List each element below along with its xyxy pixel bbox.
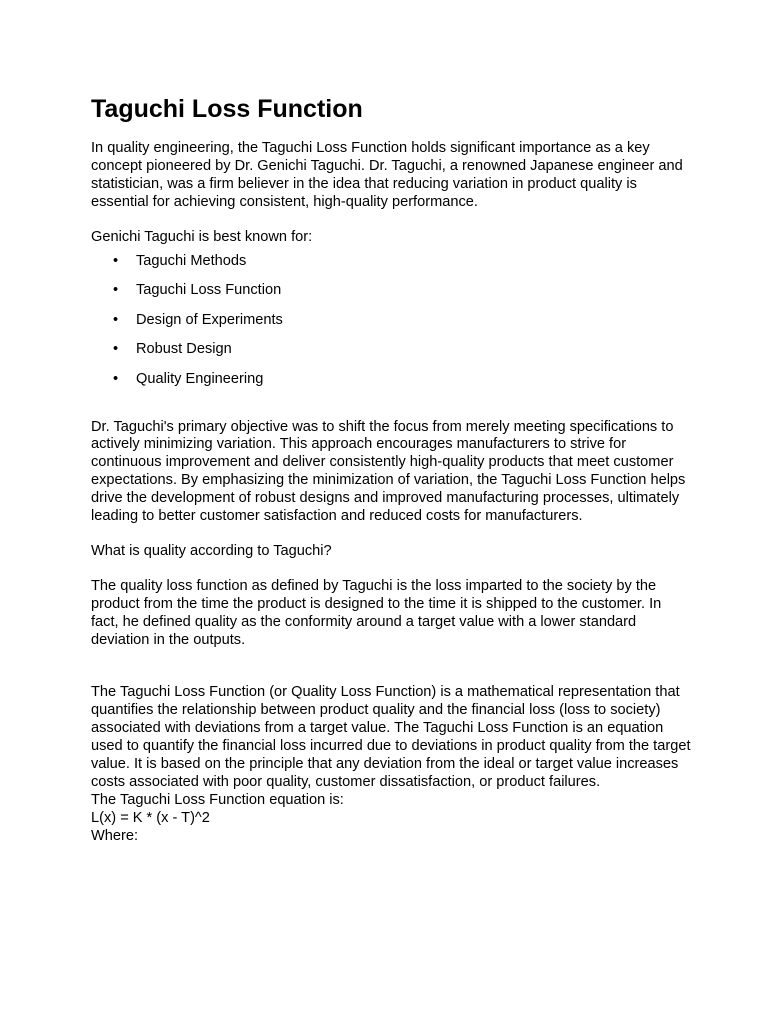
bullet-icon: • [113, 311, 119, 328]
document-page [91, 92, 691, 846]
list-item-text: Design of Experiments [136, 311, 283, 328]
list-item-text: Robust Design [136, 341, 232, 358]
known-for-list [91, 253, 691, 401]
list-item [91, 253, 691, 283]
list-item [91, 282, 691, 312]
known-for-heading: Genichi Taguchi is best known for: [91, 228, 313, 245]
quality-question: What is quality according to Taguchi? [91, 542, 332, 559]
where-label: Where: [91, 827, 139, 844]
equation-intro: The Taguchi Loss Function equation is: [91, 791, 344, 808]
bullet-icon: • [113, 282, 119, 299]
list-item-text: Taguchi Loss Function [136, 282, 282, 299]
list-item [91, 312, 691, 342]
objective-paragraph: Dr. Taguchi's primary objective was to shift the focus from merely meeting specifications to actively minimizing variation. This approach encourages manufacturers to strive for continuous improvement and deliver consistently high-quality products that meet customer expectations. By emphasizing the minimization of variation, the Taguchi Loss Function helps drive the development of robust designs and improved manufacturing processes, ultimately leading to better customer satisfaction and reduced costs for manufacturers. [91, 418, 686, 525]
bullet-icon: • [113, 370, 119, 387]
equation: L(x) = K * (x - T)^2 [91, 809, 210, 826]
bullet-icon: • [113, 341, 119, 358]
quality-definition-paragraph: The quality loss function as defined by Taguchi is the loss imparted to the society by the product from the time the product is designed to the time it is shipped to the customer. In fact, he defined quality as the conformity around a target value with a lower standard deviation in the outputs. [91, 577, 662, 648]
intro-paragraph: In quality engineering, the Taguchi Loss Function holds significant importance as a key concept pioneered by Dr. Genichi Taguchi. Dr. Taguchi, a renowned Japanese engineer and statistician, was a firm believer in the idea that reducing variation in product quality is essential for achieving consistent, high-quality performance. [91, 140, 683, 210]
list-item [91, 341, 691, 371]
tlf-description-paragraph: The Taguchi Loss Function (or Quality Loss Function) is a mathematical representation that quantifies the relationship between product quality and the financial loss (loss to society) associated with deviations from a target value. The Taguchi Loss Function is an equation used to quantify the financial loss incurred due to deviations in product quality from the target value. It is based on the principle that any deviation from the ideal or target value increases costs associated with poor quality, customer dissatisfaction, or product failures. [91, 684, 691, 790]
list-item [91, 371, 691, 401]
list-item-text: Taguchi Methods [136, 252, 247, 269]
list-item-text: Quality Engineering [136, 370, 264, 387]
bullet-icon: • [113, 252, 119, 269]
page-title: Taguchi Loss Function [91, 95, 363, 123]
